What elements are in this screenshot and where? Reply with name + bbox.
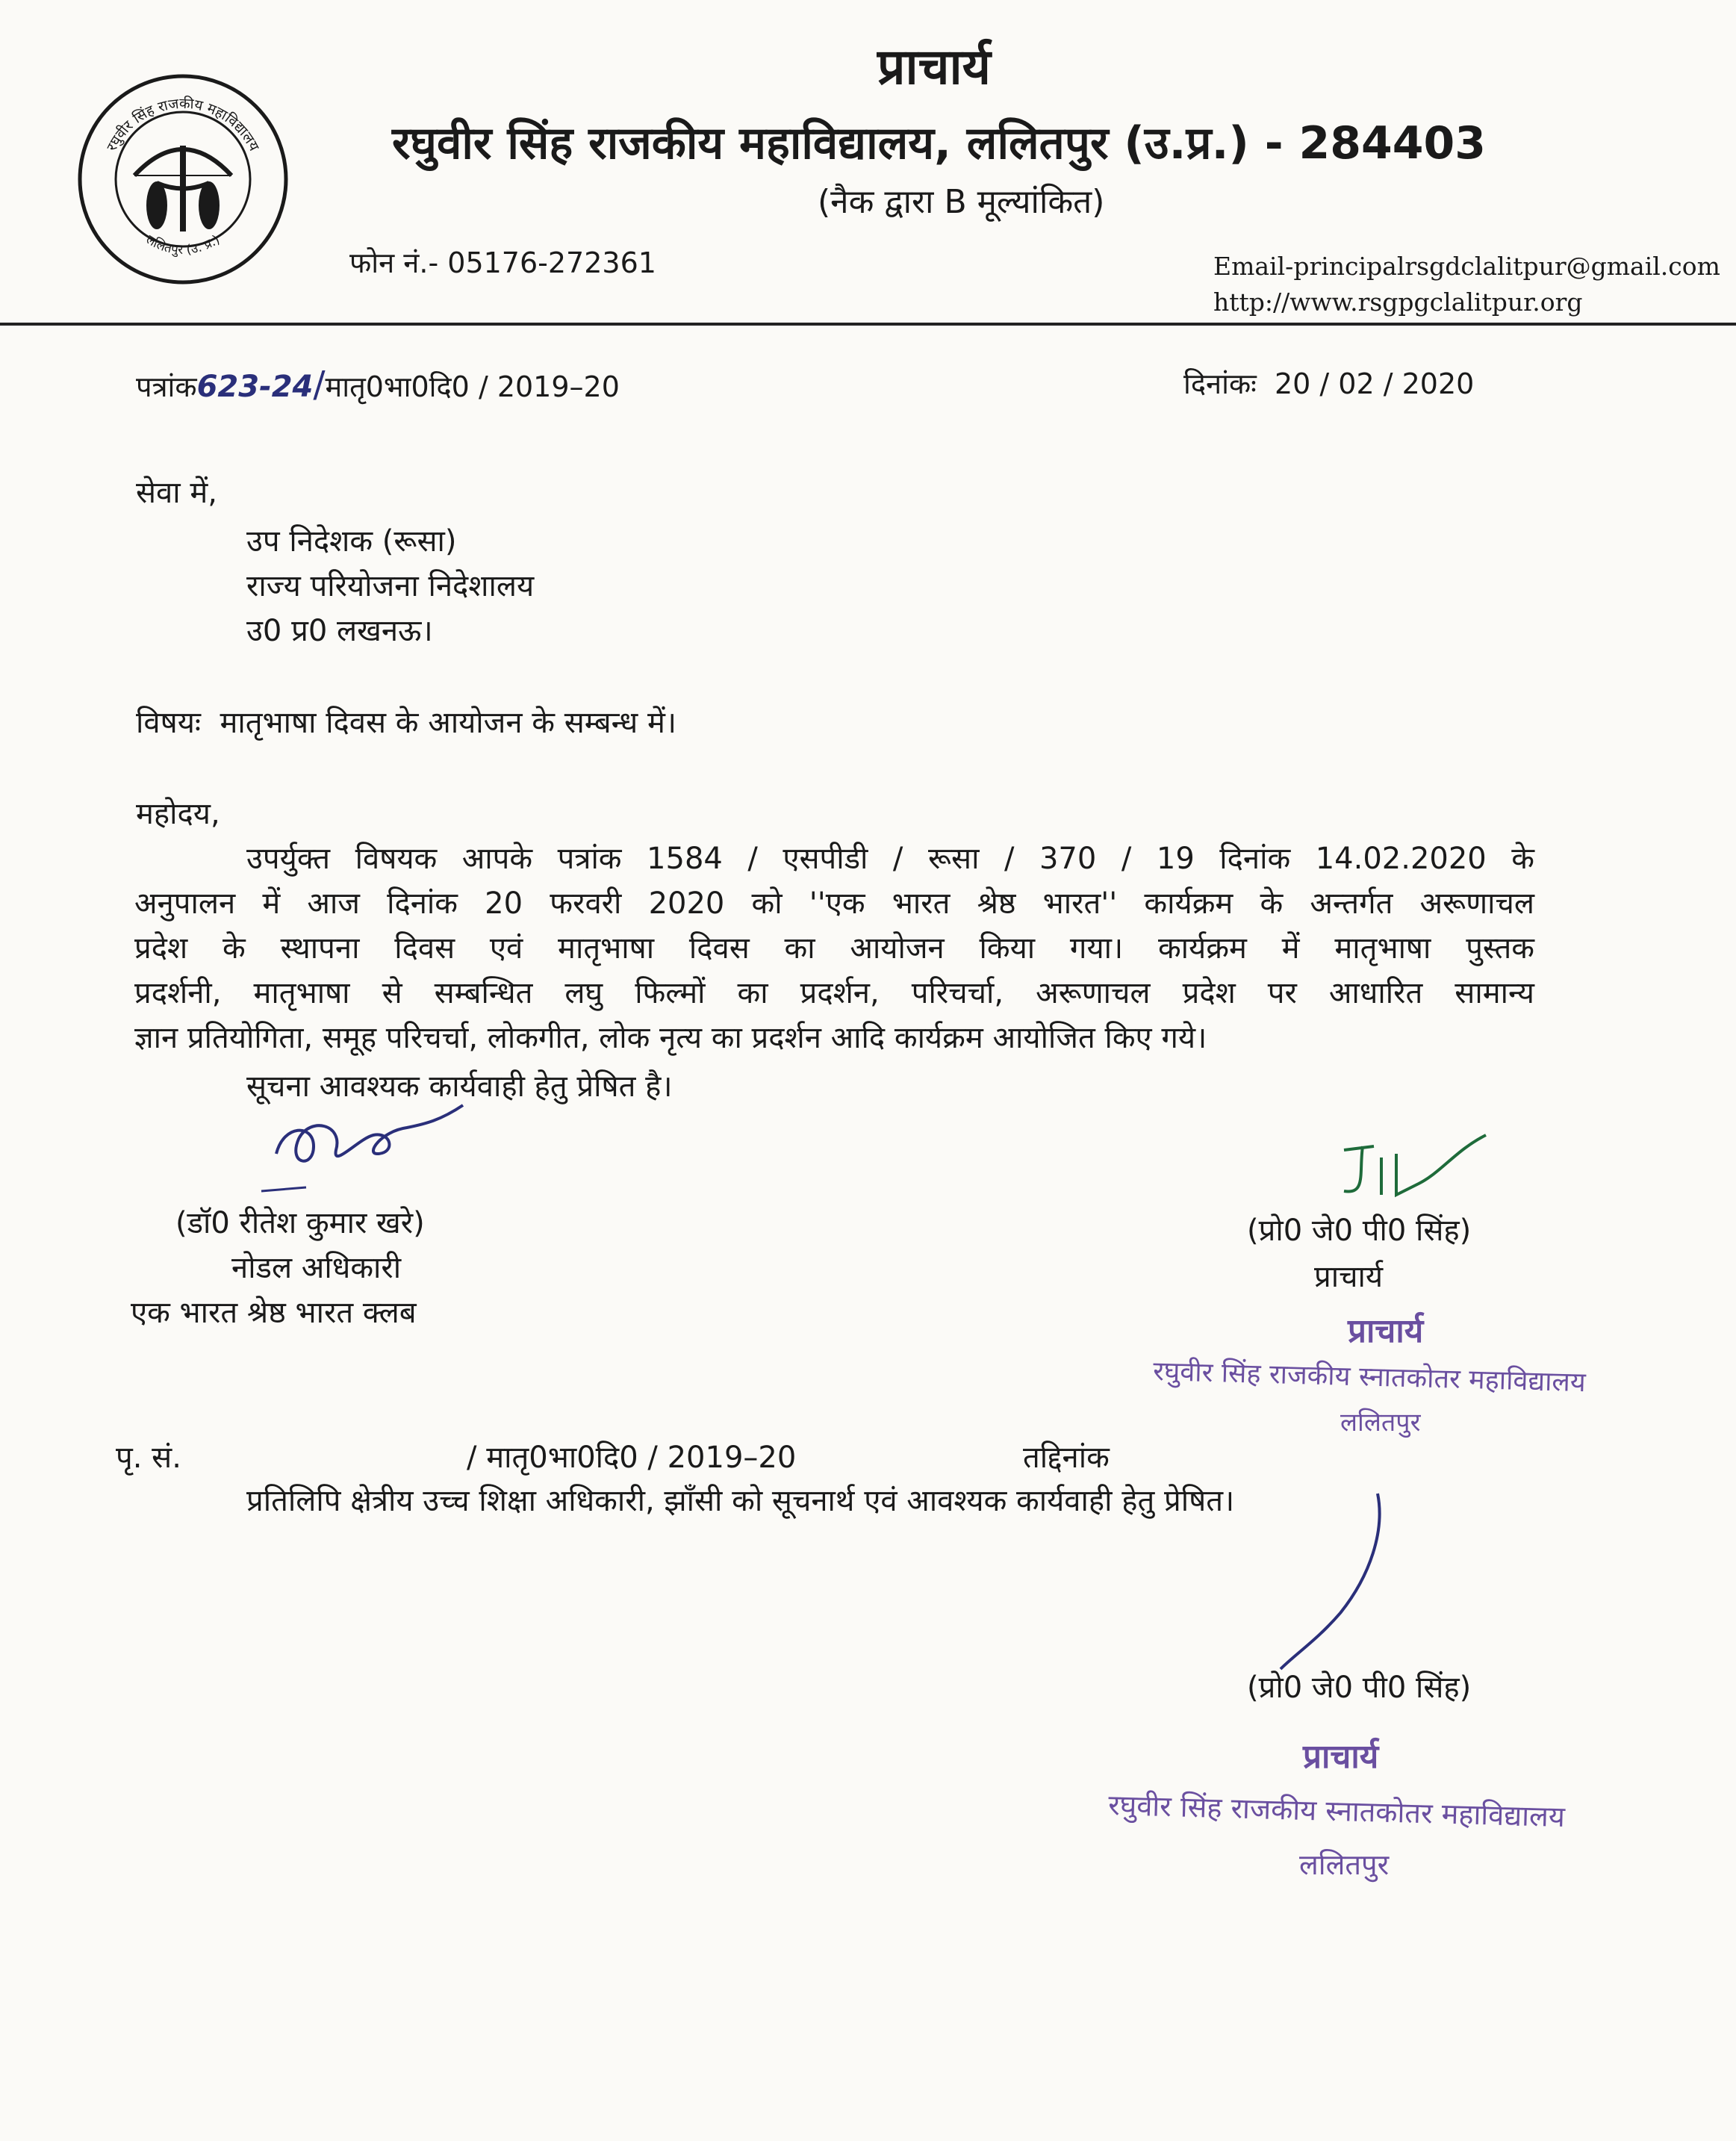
right-sign-designation: प्राचार्य	[1314, 1260, 1384, 1294]
to-label: सेवा में,	[136, 476, 217, 510]
ref-handwritten: 623-24	[196, 370, 314, 404]
stamp1-line2: रघुवीर सिंह राजकीय स्नातकोतर महाविद्यालय	[1152, 1355, 1587, 1399]
ref-label: पत्रांक	[136, 370, 197, 403]
header-title: प्राचार्य	[877, 38, 991, 96]
address-line-3: उ0 प्र0 लखनऊ।	[246, 614, 433, 648]
left-sign-name: (डॉ0 रीतेश कुमार खरे)	[175, 1206, 425, 1240]
website-link[interactable]: http://www.rsgpgclalitpur.org	[1213, 288, 1583, 317]
svg-text:ललितपुर (उ. प्र.)	[143, 232, 223, 258]
date-value: 20 / 02 / 2020	[1274, 367, 1475, 400]
copy-ps-label: पृ. सं.	[116, 1441, 181, 1475]
logo-bottom-text: ललितपुर (उ. प्र.)	[143, 231, 223, 258]
body-line-1: उपर्युक्त विषयक आपके पत्रांक 1584 / एसपीडी / रूसा / 370 / 19 दिनांक 14.02.2020 के	[246, 842, 1534, 876]
body-line-4: प्रदर्शनी, मातृभाषा से सम्बन्धित लघु फिल्मों का प्रदर्शन, परिचर्चा, अरूणाचल प्रदेश पर आधारित सामान्य	[134, 976, 1534, 1010]
stamp2-line2: रघुवीर सिंह राजकीय स्नातकोतर महाविद्यालय	[1107, 1788, 1566, 1833]
accreditation: (नैक द्वारा B मूल्यांकित)	[818, 183, 1105, 221]
svg-text:रघुवीर सिंह राजकीय महाविद्यालय	[104, 95, 263, 155]
bottom-signature	[1266, 1486, 1400, 1673]
left-sign-org: एक भारत श्रेष्ठ भारत क्लब	[131, 1296, 417, 1330]
ref-line: पत्रांक623-24/मातृ0भा0दि0 / 2019–20	[136, 364, 620, 405]
college-logo	[75, 71, 291, 288]
subject-label: विषयः	[136, 706, 201, 740]
left-sign-designation: नोडल अधिकारी	[231, 1251, 402, 1285]
right-signature	[1329, 1128, 1493, 1210]
body-line-5: ज्ञान प्रतियोगिता, समूह परिचर्चा, लोकगीत, लोक नृत्य का प्रदर्शन आदि कार्यक्रम आयोजित किए गये।	[134, 1021, 1207, 1055]
bottom-sign-name: (प्रो0 जे0 पी0 सिंह)	[1247, 1671, 1472, 1705]
right-sign-name: (प्रो0 जे0 पी0 सिंह)	[1247, 1214, 1472, 1248]
date-label: दिनांकः	[1183, 367, 1257, 400]
closing-line: सूचना आवश्यक कार्यवाही हेतु प्रेषित है।	[246, 1069, 673, 1104]
left-signature	[246, 1094, 470, 1206]
date-line	[1183, 364, 1474, 403]
copy-date: तद्दिनांक	[1023, 1441, 1110, 1475]
ref-suffix: मातृ0भा0दि0 / 2019–20	[325, 370, 620, 403]
salutation: महोदय,	[136, 797, 220, 831]
phone-number: फोन नं.- 05176-272361	[349, 246, 656, 279]
principal-stamp-1	[1150, 1307, 1673, 1456]
stamp2-line3: ललितपुर	[1299, 1848, 1390, 1881]
subject-text: मातृभाषा दिवस के आयोजन के सम्बन्ध में।	[220, 706, 677, 740]
address-line-2: राज्य परियोजना निदेशालय	[246, 569, 535, 603]
address-line-1: उप निदेशक (रूसा)	[246, 524, 457, 559]
college-name: रघुवीर सिंह राजकीय महाविद्यालय, ललितपुर (उ.प्र.) - 284403	[392, 117, 1486, 170]
stamp1-line3: ललितपुर	[1340, 1408, 1421, 1438]
copy-ref: / मातृ0भा0दि0 / 2019–20	[467, 1441, 797, 1475]
principal-stamp-2	[1105, 1733, 1673, 1897]
stamp2-line1: प्राचार्य	[1303, 1738, 1379, 1776]
subject-line	[136, 700, 676, 742]
stamp1-line1: प्राचार्य	[1348, 1312, 1424, 1350]
body-paragraph	[134, 836, 1534, 1060]
body-line-2: अनुपालन में आज दिनांक 20 फरवरी 2020 को ''एक भारत श्रेष्ठ भारत'' कार्यक्रम के अन्तर्गत अरूणाचल	[134, 886, 1534, 921]
copy-text: प्रतिलिपि क्षेत्रीय उच्च शिक्षा अधिकारी, झाँसी को सूचनार्थ एवं आवश्यक कार्यवाही हेतु प्रेषित।	[246, 1484, 1235, 1518]
logo-top-text: रघुवीर सिंह राजकीय महाविद्यालय	[103, 95, 263, 154]
body-line-3: प्रदेश के स्थापना दिवस एवं मातृभाषा दिवस का आयोजन किया गया। कार्यक्रम में मातृभाषा पुस्तक	[134, 931, 1534, 966]
email-address[interactable]: Email-principalrsgdclalitpur@gmail.com	[1213, 252, 1720, 281]
header-divider	[0, 323, 1736, 326]
